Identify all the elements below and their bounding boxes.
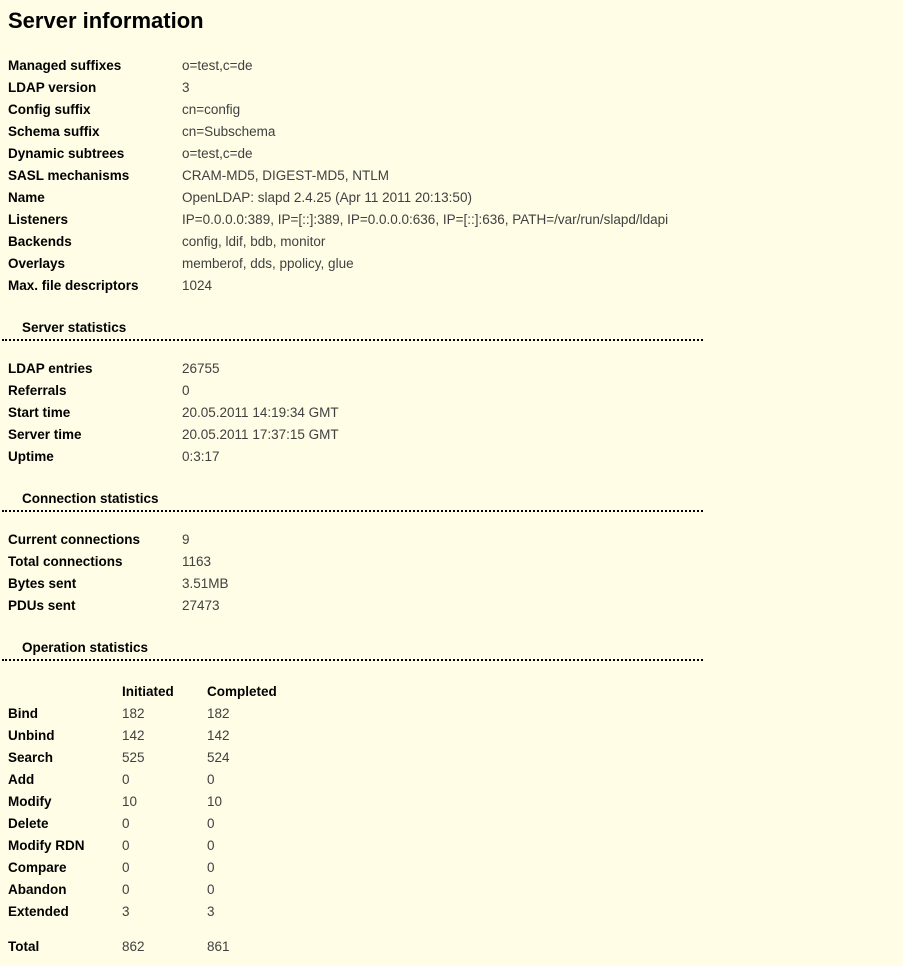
ops-total-label: Total (8, 939, 40, 954)
info-value: memberof, dds, ppolicy, glue (182, 256, 354, 271)
ops-row (8, 813, 895, 835)
stat-row (8, 380, 895, 402)
info-label: Schema suffix (8, 124, 100, 139)
info-value: 3 (182, 80, 190, 95)
info-row (8, 77, 895, 99)
stat-value: 27473 (182, 598, 220, 613)
info-label: Max. file descriptors (8, 278, 139, 293)
ops-operation-label: Abandon (8, 882, 67, 897)
ops-operation-label: Search (8, 750, 54, 765)
stat-row (8, 424, 895, 446)
ops-completed-value: 524 (207, 750, 230, 765)
info-row (8, 121, 895, 143)
ops-row (8, 791, 895, 813)
ops-column-header-completed: Completed (207, 684, 277, 699)
ops-initiated-value: 3 (122, 904, 130, 919)
ops-header-spacer (8, 681, 122, 703)
ops-initiated-value: 0 (122, 882, 130, 897)
ops-row (8, 901, 895, 923)
ops-initiated-value: 0 (122, 860, 130, 875)
stat-value: 0:3:17 (182, 449, 220, 464)
ops-initiated-value: 0 (122, 772, 130, 787)
info-label: Listeners (8, 212, 69, 227)
server-info-list (8, 55, 895, 297)
ops-total-completed: 861 (207, 939, 230, 954)
info-row (8, 231, 895, 253)
ops-operation-label: Extended (8, 904, 69, 919)
info-value: cn=Subschema (182, 124, 276, 139)
stat-row (8, 595, 895, 617)
info-row (8, 253, 895, 275)
ops-completed-value: 142 (207, 728, 230, 743)
ops-header-row (8, 681, 895, 703)
ops-initiated-value: 0 (122, 838, 130, 853)
ops-rows (8, 703, 895, 923)
ops-operation-label: Unbind (8, 728, 55, 743)
info-value: cn=config (182, 102, 241, 117)
info-label: LDAP version (8, 80, 97, 95)
ops-operation-label: Add (8, 772, 35, 787)
info-row (8, 209, 895, 231)
stat-row (8, 529, 895, 551)
stat-label: LDAP entries (8, 361, 93, 376)
info-value: CRAM-MD5, DIGEST-MD5, NTLM (182, 168, 390, 183)
ops-total-initiated: 862 (122, 939, 145, 954)
info-label: Name (8, 190, 45, 205)
ops-row (8, 769, 895, 791)
info-label: Overlays (8, 256, 66, 271)
info-label: Backends (8, 234, 72, 249)
info-value: IP=0.0.0.0:389, IP=[::]:389, IP=0.0.0.0:636, IP=[::]:636, PATH=/var/run/slapd/ldapi (182, 212, 669, 227)
info-label: Managed suffixes (8, 58, 122, 73)
info-label: SASL mechanisms (8, 168, 130, 183)
ops-completed-value: 0 (207, 816, 215, 831)
connection-statistics-list (8, 529, 895, 617)
ops-row (8, 703, 895, 725)
stat-label: Server time (8, 427, 82, 442)
stat-row (8, 446, 895, 468)
stat-label: Start time (8, 405, 71, 420)
ops-completed-value: 182 (207, 706, 230, 721)
ops-initiated-value: 182 (122, 706, 145, 721)
page-title: Server information (8, 8, 204, 33)
stat-label: Uptime (8, 449, 54, 464)
stat-label: Referrals (8, 383, 67, 398)
stat-value: 26755 (182, 361, 220, 376)
stat-label: Current connections (8, 532, 141, 547)
ops-initiated-value: 142 (122, 728, 145, 743)
info-value: OpenLDAP: slapd 2.4.25 (Apr 11 2011 20:13:50) (182, 190, 472, 205)
ops-row (8, 725, 895, 747)
stat-value: 1163 (182, 554, 212, 569)
info-label: Config suffix (8, 102, 91, 117)
info-row (8, 143, 895, 165)
server-statistics-list (8, 358, 895, 468)
ops-completed-value: 0 (207, 860, 215, 875)
stat-row (8, 573, 895, 595)
ops-initiated-value: 0 (122, 816, 130, 831)
ops-completed-value: 0 (207, 772, 215, 787)
operation-statistics-table (8, 681, 895, 958)
ops-operation-label: Delete (8, 816, 49, 831)
info-row (8, 187, 895, 209)
ops-initiated-value: 10 (122, 794, 138, 809)
stat-row (8, 358, 895, 380)
ops-row (8, 747, 895, 769)
ops-initiated-value: 525 (122, 750, 145, 765)
stat-label: Total connections (8, 554, 123, 569)
info-label: Dynamic subtrees (8, 146, 125, 161)
stat-value: 0 (182, 383, 190, 398)
info-value: o=test,c=de (182, 146, 253, 161)
ops-row (8, 879, 895, 901)
stat-value: 20.05.2011 17:37:15 GMT (182, 427, 339, 442)
ops-operation-label: Bind (8, 706, 38, 721)
stat-label: PDUs sent (8, 598, 76, 613)
ops-completed-value: 10 (207, 794, 223, 809)
stat-row (8, 402, 895, 424)
info-value: 1024 (182, 278, 213, 293)
ops-completed-value: 0 (207, 882, 215, 897)
ops-completed-value: 0 (207, 838, 215, 853)
stat-label: Bytes sent (8, 576, 77, 591)
ops-row (8, 835, 895, 857)
info-row (8, 55, 895, 77)
info-value: o=test,c=de (182, 58, 253, 73)
stat-value: 9 (182, 532, 190, 547)
info-row (8, 275, 895, 297)
info-row (8, 165, 895, 187)
stat-value: 20.05.2011 14:19:34 GMT (182, 405, 339, 420)
info-row (8, 99, 895, 121)
section-title-server-statistics: Server statistics (2, 319, 703, 341)
ops-operation-label: Compare (8, 860, 67, 875)
ops-row (8, 857, 895, 879)
stat-row (8, 551, 895, 573)
info-value: config, ldif, bdb, monitor (182, 234, 326, 249)
section-title-connection-statistics: Connection statistics (2, 490, 703, 512)
ops-operation-label: Modify RDN (8, 838, 85, 853)
ops-column-header-initiated: Initiated (122, 684, 174, 699)
ops-operation-label: Modify (8, 794, 52, 809)
stat-value: 3.51MB (182, 576, 229, 591)
ops-completed-value: 3 (207, 904, 215, 919)
section-title-operation-statistics: Operation statistics (2, 639, 703, 661)
